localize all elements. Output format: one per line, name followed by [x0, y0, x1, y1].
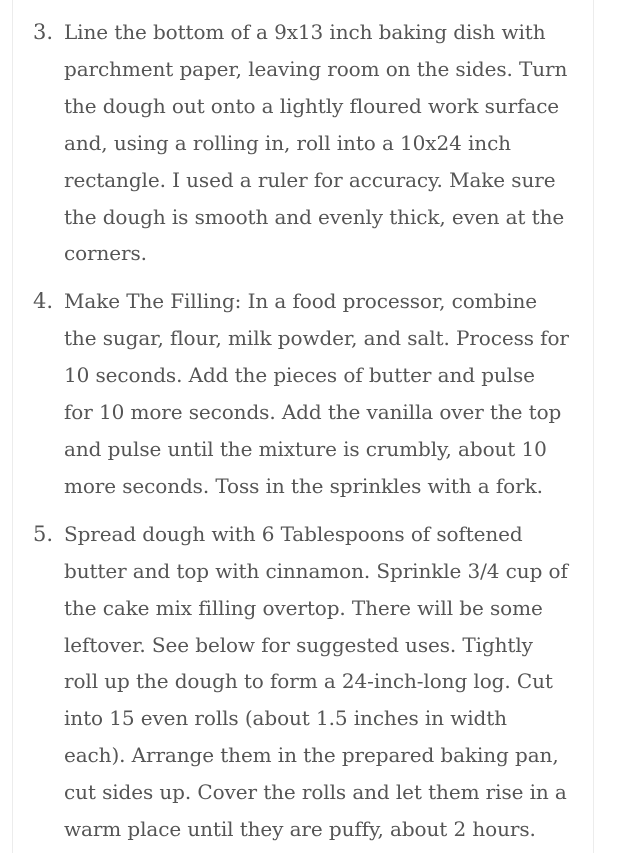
instruction-list: [13, 14, 595, 853]
step-number: 3.: [32, 20, 53, 44]
instruction-step-3: [13, 14, 595, 272]
step-text: Line the bottom of a 9x13 inch baking dish with parchment paper, leaving room on the sides. Turn the dough out onto a lightly floured work surface and, using a rolling in, roll into a 10x24 inch rectangle. I used a ruler for accuracy. Make sure the dough is smooth and evenly thick, even at the corners.: [64, 20, 568, 266]
step-text: Spread dough with 6 Tablespoons of softened butter and top with cinnamon. Sprinkle 3/4 cup of the cake mix filling overtop. There will be some leftover. See below for suggested uses. Tightly roll up the dough to form a 24-inch-long log. Cut into 15 even rolls (about 1.5 inches in width each). Arrange them in the prepared baking pan, cut sides up. Cover the rolls and let them rise in a warm place until they are puffy, about 2 hours.: [64, 521, 568, 842]
instruction-step-4: [13, 283, 595, 504]
step-number: 5.: [32, 521, 53, 546]
instruction-step-5: [13, 516, 595, 848]
step-number: 4.: [32, 289, 53, 314]
step-text: Make The Filling: In a food processor, combine the sugar, flour, milk powder, and salt. Process for 10 seconds. Add the pieces of butter and pulse for 10 more seconds. Add the vanilla over the top and pulse until the mixture is crumbly, about 10 more seconds. Toss in the sprinkles with a fork.: [64, 289, 569, 498]
content-card: [12, 0, 594, 853]
